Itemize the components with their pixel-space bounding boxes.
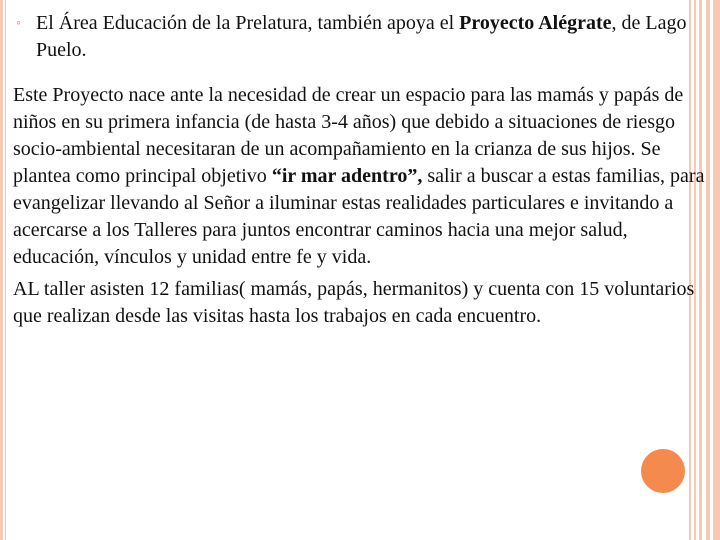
objective-quote: “ir mar adentro”, xyxy=(271,165,423,187)
bullet-text-part-1: El Área Educación de la Prelatura, también apoya el xyxy=(36,12,460,34)
bullet-text-part-2: , de Lago Puelo. xyxy=(36,12,687,61)
paragraph-attendance xyxy=(13,276,713,330)
slide-body xyxy=(13,10,713,335)
decorative-orange-dot xyxy=(641,449,685,493)
bullet-item xyxy=(13,10,713,64)
paragraph-1-text-part-1: Este Proyecto nace ante la necesidad de crear un espacio para las mamás y papás de niños en su primera infancia (de hasta 3-4 años) que debido a situaciones de riesgo socio-ambiental necesitaran de un acompañamiento en la crianza de sus hijos. Se plantea como principal objetivo xyxy=(13,84,684,187)
left-border-stripe xyxy=(0,0,3,540)
paragraph-project-description xyxy=(13,82,713,271)
paragraph-2-text: AL taller asisten 12 familias( mamás, papás, hermanitos) y cuenta con 15 voluntarios que realizan desde las visitas hasta los trabajos en cada encuentro. xyxy=(13,278,695,327)
paragraph-1-text-part-2: salir a buscar a estas familias, para evangelizar llevando al Señor a iluminar estas realidades particulares e invitando a acercarse a los Talleres para juntos encontrar caminos hacia una mejor salud, educación, vínculos y unidad entre fe y vida. xyxy=(13,165,705,268)
right-border-stripe-5 xyxy=(713,0,720,540)
left-border-stripe-thin xyxy=(5,0,6,540)
project-name: Proyecto Alégrate xyxy=(459,12,612,34)
bullet-circle-icon: ◦ xyxy=(16,16,21,31)
